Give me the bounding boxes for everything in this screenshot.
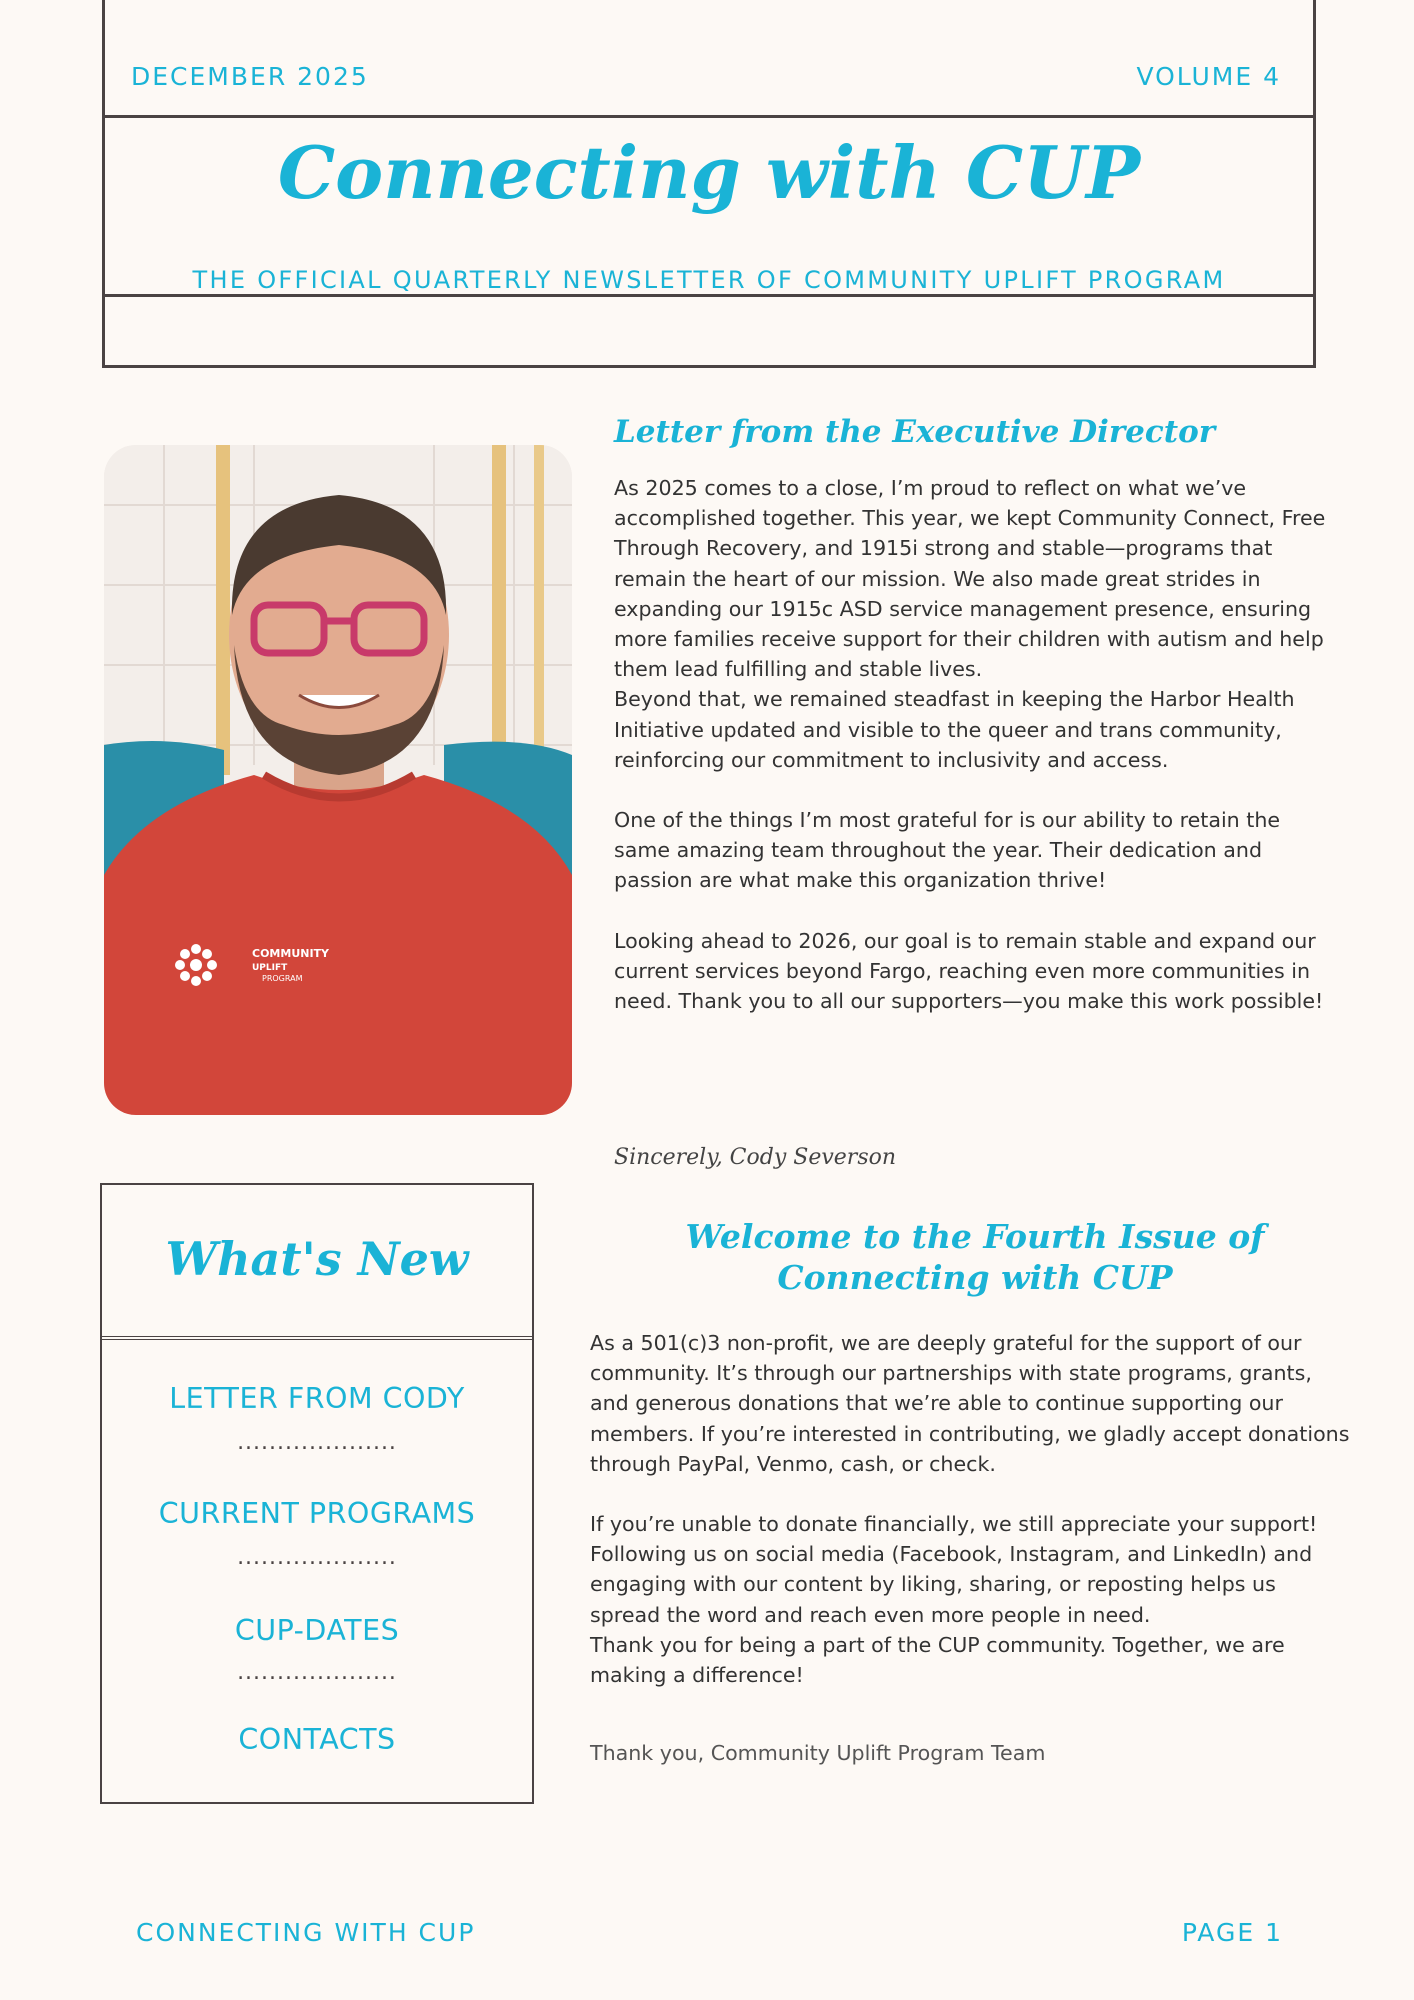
toc-separator: .................... — [237, 1545, 397, 1570]
shirt-logo-line: PROGRAM — [262, 974, 303, 983]
header-divider — [102, 115, 1316, 118]
welcome-heading: Welcome to the Fourth Issue of Connecting with CUP — [685, 1217, 1265, 1297]
header-divider — [102, 294, 1316, 297]
letter-heading: Letter from the Executive Director — [614, 414, 1216, 450]
welcome-paragraph: As a 501(c)3 non-profit, we are deeply grateful for the support of our community. It’s through our partnerships with state programs, grants, and generous donations that we’re able to continue supporting our members. If you’re interested in contributing, we gladly accept donations through PayPal, Venmo, cash, or check. — [590, 1331, 1350, 1476]
welcome-paragraph: If you’re unable to donate financially, we still appreciate your support! Following us on social media (Facebook, Instagram, and LinkedIn) and engaging with our content by liking, sharing, or reposting helps us spread the word and reach even more people in need. — [590, 1512, 1318, 1627]
letter-paragraph: One of the things I’m most grateful for is our ability to retain the same amazing team throughout the year. Their dedication and passion are what make this organization thrive! — [614, 808, 1281, 893]
letter-paragraph: As 2025 comes to a close, I’m proud to reflect on what we’ve accomplished together. This year, we kept Community Connect, Free Through Recovery, and 1915i strong and stable—programs that remain the heart of our mission. We also made great strides in expanding our 1915c ASD service management presence, ensuring more families receive support for their children with autism and help them lead fulfilling and stable lives. — [614, 476, 1326, 682]
letter-paragraph: Beyond that, we remained steadfast in keeping the Harbor Health Initiative updated and visible to the queer and trans community, reinforcing our commitment to inclusivity and access. — [614, 687, 1295, 772]
welcome-closing: Thank you, Community Uplift Program Team — [590, 1741, 1046, 1766]
issue-date: DECEMBER 2025 — [131, 62, 369, 91]
page-number: PAGE 1 — [1181, 1918, 1283, 1947]
welcome-body — [590, 1328, 1350, 1768]
shirt-logo-line: UPLIFT — [252, 963, 288, 973]
welcome-paragraph: Thank you for being a part of the CUP community. Together, we are making a difference! — [590, 1632, 1285, 1688]
toc-item-contacts[interactable]: CONTACTS — [238, 1723, 396, 1756]
newsletter-subtitle: THE OFFICIAL QUARTERLY NEWSLETTER OF COMMUNITY UPLIFT PROGRAM — [192, 266, 1226, 294]
newsletter-title: Connecting with CUP — [277, 130, 1141, 215]
toc-item-letter[interactable]: LETTER FROM CODY — [169, 1382, 465, 1415]
director-photo — [104, 445, 572, 1115]
toc-item-programs[interactable]: CURRENT PROGRAMS — [158, 1497, 476, 1530]
letter-signature: Sincerely, Cody Severson — [614, 1145, 897, 1170]
toc-separator: .................... — [237, 1660, 397, 1685]
footer-title: CONNECTING WITH CUP — [136, 1918, 476, 1947]
whats-new-title: What's New — [165, 1232, 469, 1286]
director-portrait-illustration — [104, 445, 572, 1115]
issue-volume: VOLUME 4 — [1136, 62, 1281, 91]
letter-body — [614, 473, 1334, 1016]
whats-new-divider — [100, 1336, 534, 1340]
toc-separator: .................... — [237, 1430, 397, 1455]
toc-item-cup-dates[interactable]: CUP-DATES — [234, 1614, 400, 1647]
letter-paragraph: Looking ahead to 2026, our goal is to remain stable and expand our current services beyond Fargo, reaching even more communities in need. Thank you to all our supporters—you make this work possible! — [614, 928, 1324, 1014]
shirt-logo-line: COMMUNITY — [252, 947, 330, 960]
